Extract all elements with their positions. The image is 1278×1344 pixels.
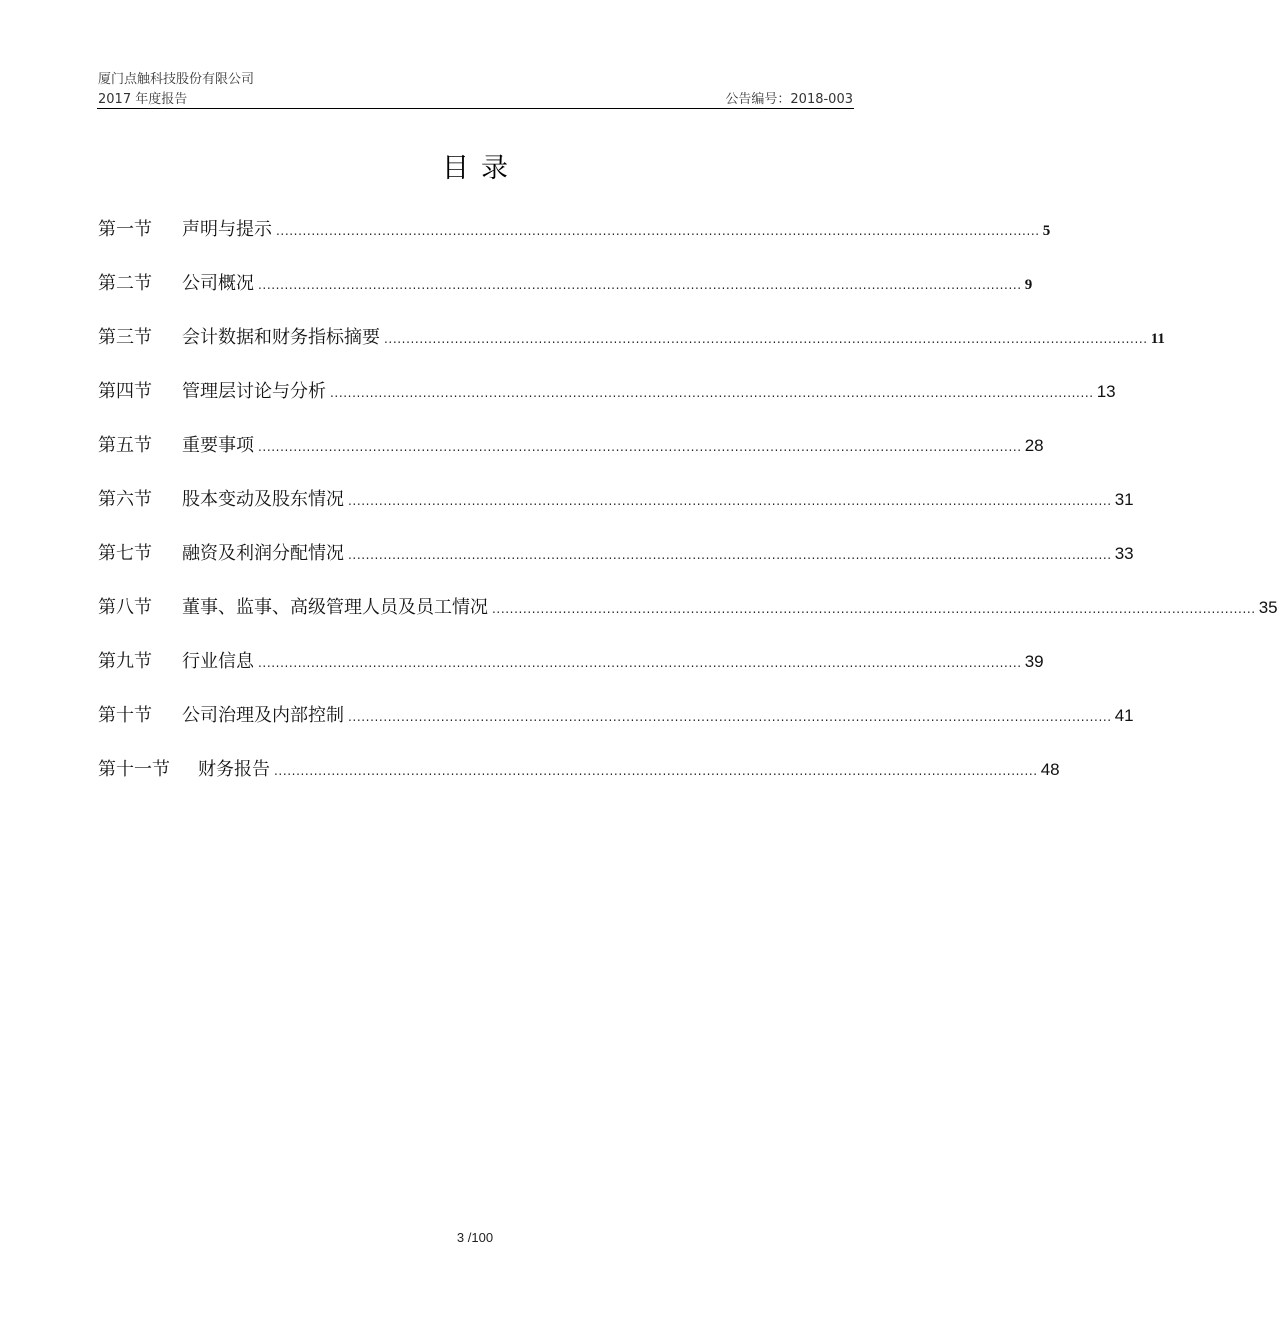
leader-dots: ............................................................................................................................................................................. (384, 332, 1148, 346)
section-number: 第八节 (98, 597, 152, 618)
section-number: 第九节 (98, 651, 152, 672)
leader-dots: ............................................................................................................................................................................. (492, 602, 1256, 616)
section-number: 第一节 (98, 219, 152, 240)
section-number: 第三节 (98, 327, 152, 348)
report-title: 2017 年度报告 (98, 92, 188, 107)
section-page: 41 (1114, 706, 1134, 725)
section-page: 33 (1114, 544, 1134, 563)
toc-item-11[interactable] (98, 755, 1060, 785)
toc-item-3[interactable] (98, 323, 1165, 353)
leader-dots: ............................................................................................................................................................................. (258, 278, 1022, 292)
section-number: 第七节 (98, 543, 152, 564)
section-title: 融资及利润分配情况 (182, 543, 344, 564)
page-title: 目录 (442, 153, 520, 184)
section-title: 公司概况 (182, 273, 254, 294)
section-page: 35 (1258, 598, 1278, 617)
section-number: 第二节 (98, 273, 152, 294)
toc-item-2[interactable] (98, 269, 1033, 299)
page-header (97, 66, 854, 109)
section-page: 39 (1024, 652, 1044, 671)
leader-dots: ............................................................................................................................................................................. (348, 494, 1112, 508)
section-title: 会计数据和财务指标摘要 (182, 327, 380, 348)
section-number: 第四节 (98, 381, 152, 402)
toc-item-7[interactable] (98, 539, 1134, 569)
section-title: 董事、监事、高级管理人员及员工情况 (182, 597, 488, 618)
leader-dots: ............................................................................................................................................................................. (348, 710, 1112, 724)
toc-item-10[interactable] (98, 701, 1134, 731)
section-page: 5 (1042, 223, 1051, 239)
section-title: 公司治理及内部控制 (182, 705, 344, 726)
company-name: 厦门点触科技股份有限公司 (98, 72, 255, 87)
leader-dots: ............................................................................................................................................................................. (258, 440, 1022, 454)
section-title: 财务报告 (198, 759, 270, 780)
toc-item-9[interactable] (98, 647, 1044, 677)
section-number: 第十一节 (98, 759, 170, 780)
leader-dots: ............................................................................................................................................................................. (276, 224, 1040, 238)
toc-item-1[interactable] (98, 215, 1051, 245)
section-title: 重要事项 (182, 435, 254, 456)
section-page: 31 (1114, 490, 1134, 509)
toc-item-8[interactable] (98, 593, 1278, 623)
section-title: 声明与提示 (182, 219, 272, 240)
section-page: 28 (1024, 436, 1044, 455)
section-page: 9 (1024, 277, 1033, 293)
section-number: 第五节 (98, 435, 152, 456)
section-number: 第十节 (98, 705, 152, 726)
section-page: 13 (1096, 382, 1116, 401)
section-number: 第六节 (98, 489, 152, 510)
page-number: 3 /100 (456, 1230, 494, 1245)
section-title: 股本变动及股东情况 (182, 489, 344, 510)
announcement-number: 公告编号：2018-003 (725, 92, 853, 107)
section-title: 行业信息 (182, 651, 254, 672)
section-page: 11 (1150, 331, 1165, 347)
toc-item-4[interactable] (98, 377, 1116, 407)
toc-item-5[interactable] (98, 431, 1044, 461)
leader-dots: ............................................................................................................................................................................. (258, 656, 1022, 670)
toc-item-6[interactable] (98, 485, 1134, 515)
section-page: 48 (1040, 760, 1060, 779)
leader-dots: ............................................................................................................................................................................. (274, 764, 1038, 778)
section-title: 管理层讨论与分析 (182, 381, 326, 402)
leader-dots: ............................................................................................................................................................................. (330, 386, 1094, 400)
leader-dots: ............................................................................................................................................................................. (348, 548, 1112, 562)
